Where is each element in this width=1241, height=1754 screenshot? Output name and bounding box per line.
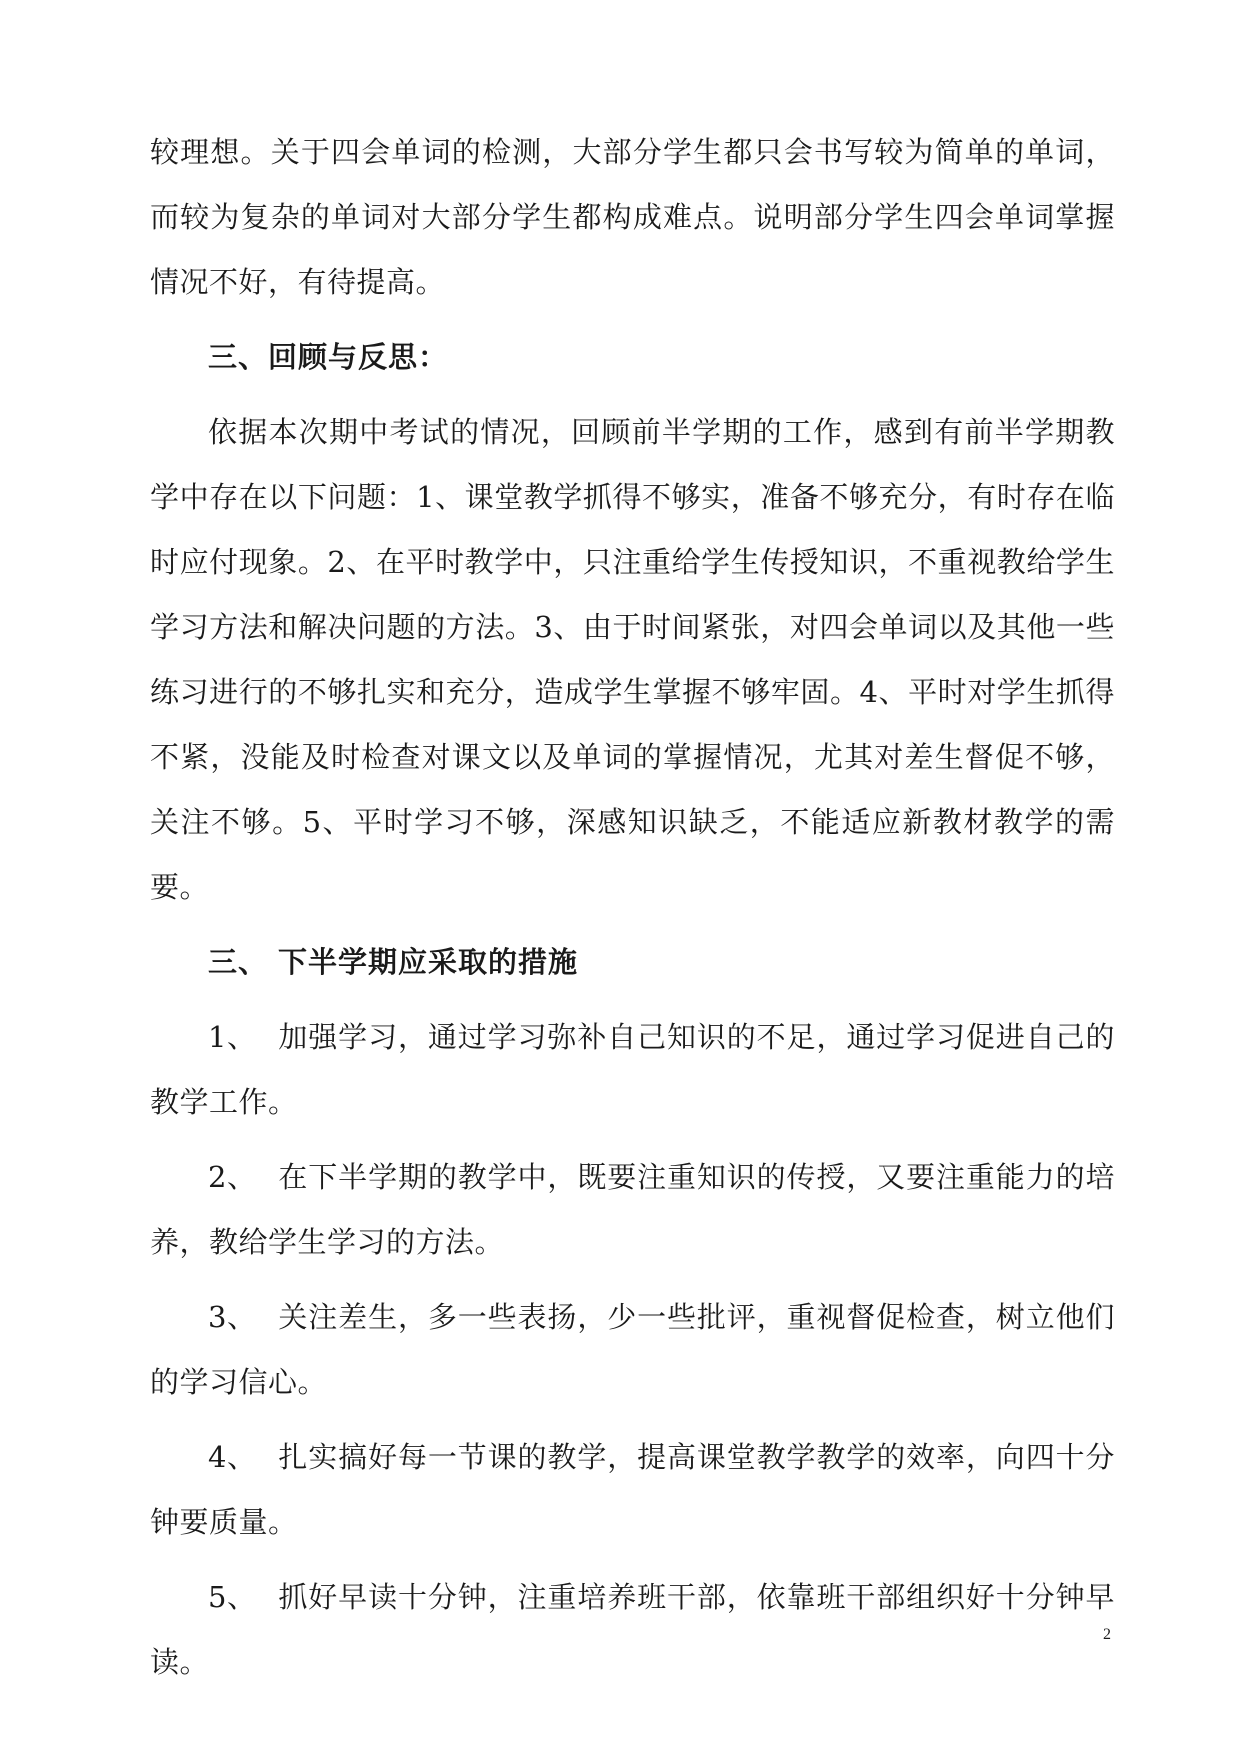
list-item-number: 1、 xyxy=(208,1020,257,1054)
document-body xyxy=(150,120,1115,1705)
list-item-text: 抓好早读十分钟，注重培养班干部，依靠班干部组织好十分钟早读。 xyxy=(150,1580,1115,1679)
list-item-number: 4、 xyxy=(208,1440,257,1474)
list-item xyxy=(150,1425,1115,1555)
list-item xyxy=(150,1565,1115,1695)
heading-text: 下半学期应采取的措施 xyxy=(278,945,579,979)
list-item xyxy=(150,1145,1115,1275)
list-item-number: 2、 xyxy=(208,1160,257,1194)
list-item-text: 扎实搞好每一节课的教学，提高课堂教学教学的效率，向四十分钟要质量。 xyxy=(150,1440,1115,1539)
section-heading-measures xyxy=(150,930,1115,995)
list-item xyxy=(150,1285,1115,1415)
list-item-text: 在下半学期的教学中，既要注重知识的传授，又要注重能力的培养，教给学生学习的方法。 xyxy=(150,1160,1115,1259)
heading-number: 三、 xyxy=(208,945,269,979)
list-item-number: 5、 xyxy=(208,1580,257,1614)
list-item-number: 3、 xyxy=(208,1300,257,1334)
list-item-text: 关注差生，多一些表扬，少一些批评，重视督促检查，树立他们的学习信心。 xyxy=(150,1300,1115,1399)
list-item xyxy=(150,1005,1115,1135)
page-number: 2 xyxy=(1103,1626,1111,1643)
paragraph-review-body: 依据本次期中考试的情况，回顾前半学期的工作，感到有前半学期教学中存在以下问题：1、课堂教学抓得不够实，准备不够充分，有时存在临时应付现象。2、在平时教学中，只注重给学生传授知识，不重视教给学生学习方法和解决问题的方法。3、由于时间紧张，对四会单词以及其他一些练习进行的不够扎实和充分，造成学生掌握不够牢固。4、平时对学生抓得不紧，没能及时检查对课文以及单词的掌握情况，尤其对差生督促不够，关注不够。5、平时学习不够，深感知识缺乏，不能适应新教材教学的需要。 xyxy=(150,415,1115,904)
section-heading-review: 三、回顾与反思： xyxy=(208,340,449,374)
list-item-text: 加强学习，通过学习弥补自己知识的不足，通过学习促进自己的教学工作。 xyxy=(150,1020,1115,1119)
paragraph-continuation: 较理想。关于四会单词的检测，大部分学生都只会书写较为简单的单词，而较为复杂的单词对大部分学生都构成难点。说明部分学生四会单词掌握情况不好，有待提高。 xyxy=(150,135,1115,299)
